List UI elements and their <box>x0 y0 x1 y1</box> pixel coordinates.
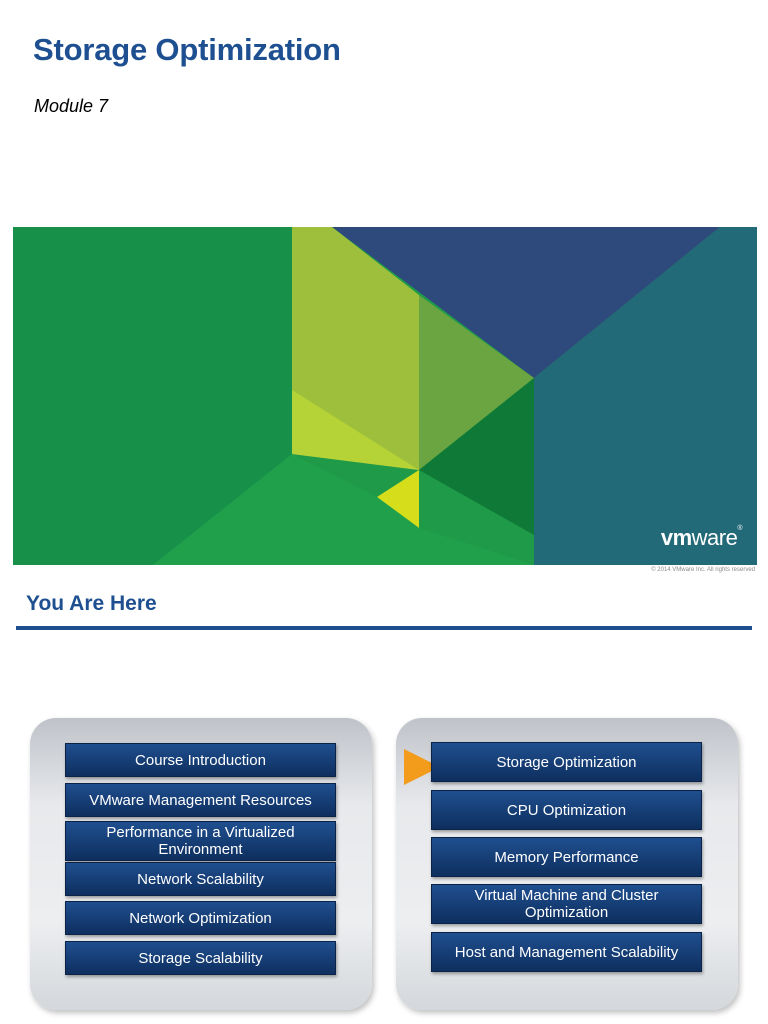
section-heading: You Are Here <box>26 592 157 615</box>
heading-divider <box>16 626 752 630</box>
copyright-notice: © 2014 VMware Inc. All rights reserved <box>651 567 755 573</box>
module-network-scalability: Network Scalability <box>65 862 336 896</box>
module-course-introduction: Course Introduction <box>65 743 336 777</box>
module-subtitle: Module 7 <box>34 96 109 116</box>
module-memory-performance: Memory Performance <box>431 837 702 877</box>
module-vmware-management-resources: VMware Management Resources <box>65 783 336 817</box>
module-network-optimization: Network Optimization <box>65 901 336 935</box>
module-storage-scalability: Storage Scalability <box>65 941 336 975</box>
module-storage-optimization-current: Storage Optimization <box>431 742 702 782</box>
geometric-banner-graphic <box>13 227 757 565</box>
module-host-management-scalability: Host and Management Scalability <box>431 932 702 972</box>
vmware-logo: vmware® <box>660 525 742 550</box>
title-banner <box>13 227 757 565</box>
page-title: Storage Optimization <box>33 32 341 67</box>
module-vm-cluster-optimization: Virtual Machine and Cluster Optimization <box>431 884 702 924</box>
module-performance-virtualized-environment: Performance in a Virtualized Environment <box>65 821 336 861</box>
module-panel-left <box>30 718 372 1010</box>
module-cpu-optimization: CPU Optimization <box>431 790 702 830</box>
module-panel-right <box>396 718 738 1010</box>
